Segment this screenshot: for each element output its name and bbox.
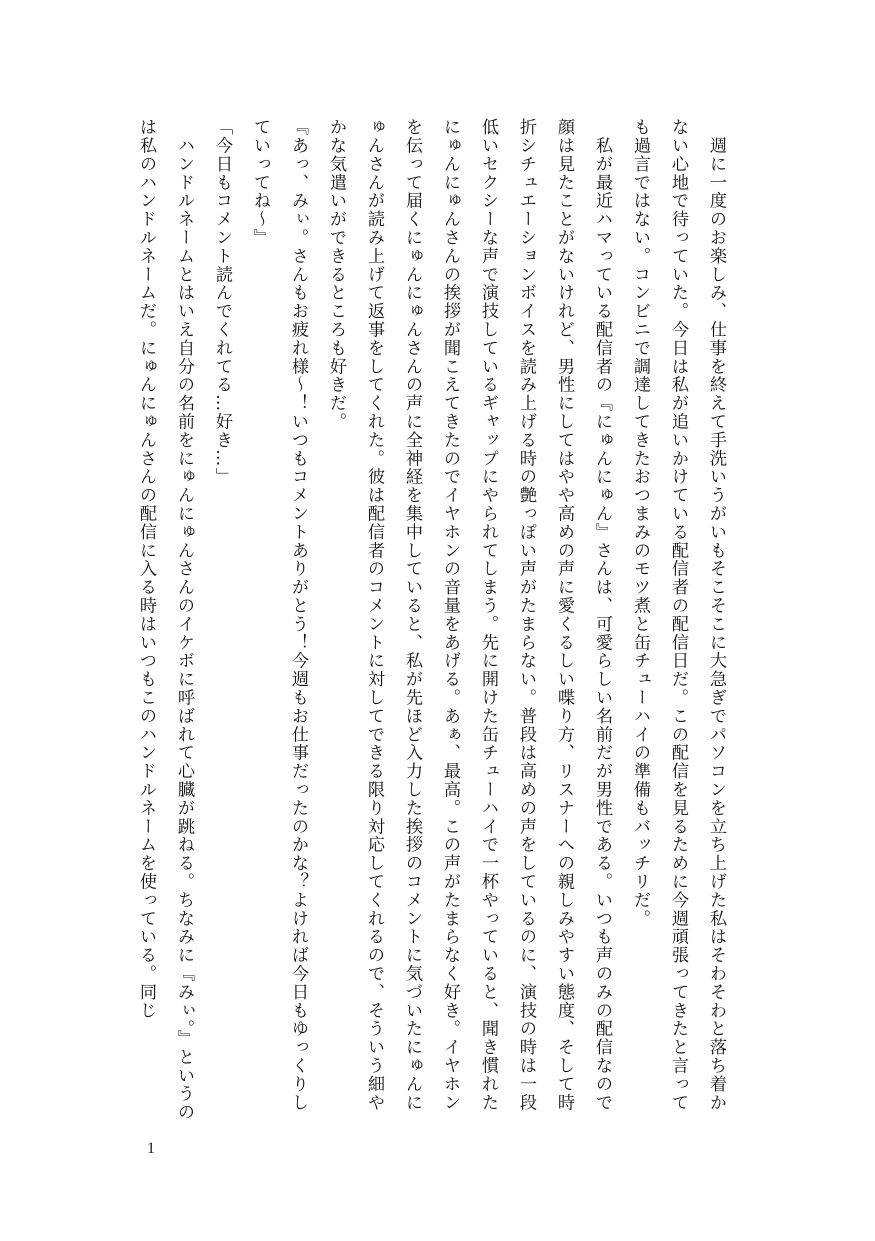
paragraph-2: 私が最近ハマっている配信者の『にゅんにゅん』さんは、可愛らしい名前だが男性である。いつも声のみの配信なので顔は見たことがないけれど、男性にしてはやや高めの声に愛くるしい喋り方、リスナーへの親しみやすい態度、そして時折シチュエーションボイスを読み上げる時の艶っぽい声がたまらない。普段は高めの声をしているのに、演技の時は一段低いセクシーな声で演技しているギャップにやられてしまう。先に開けた缶チューハイで一杯やっていると、聞き慣れたにゅんにゅんさんの挨拶が聞こえてきたのでイヤホンの音量をあげる。あぁ、最高。この声がたまらなく好き。イヤホンを伝って届くにゅんにゅんさんの声に全神経を集中していると、私が先ほど入力した挨拶のコメントに気づいたにゅんにゅんさんが読み上げて返事をしてくれた。彼は配信者のコメントに対してできる限り対応してくれるので、そういう細やかな気遣いができるところも好きだ。: [326, 118, 612, 1112]
paragraph-1: 週に一度のお楽しみ、仕事を終えて手洗いうがいもそこそこに大急ぎでパソコンを立ち上げた私はそわそわと落ち着かない心地で待っていた。今日は私が追いかけている配信者の配信日だ。この配信を見るために今週頑張ってきたと言っても過言ではない。コンビニで調達してきたおつまみのモツ煮と缶チューハイの準備もバッチリだ。: [630, 118, 726, 1112]
dialogue-streamer: 『あっ、みぃ。さんもお疲れ様～！いつもコメントありがとう！今週もお仕事だったのかな？よければ今日もゆっくりしていってね～』: [250, 118, 308, 1112]
page-number: 1: [147, 1140, 155, 1157]
paragraph-3: ハンドルネームとはいえ自分の名前をにゅんにゅんさんのイケボに呼ばれて心臓が跳ねる。ちなみに『みぃ。』というのは私のハンドルネームだ。にゅんにゅんさんの配信に入る時はいつもこのハンドルネームを使っている。同じ: [136, 118, 194, 1122]
vertical-text-body: [135, 118, 735, 1123]
dialogue-narrator: 「今日もコメント読んでくれてる…好き…」: [212, 118, 232, 486]
